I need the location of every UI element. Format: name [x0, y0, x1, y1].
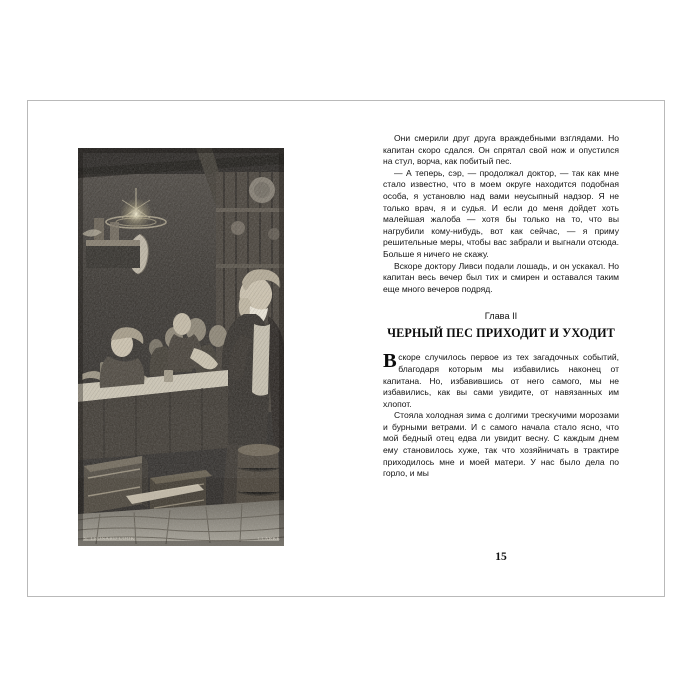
page-number: 15 [495, 551, 507, 563]
signature-left: S. LEONARD COOK [84, 537, 135, 542]
chapter-title: ЧЕРНЫЙ ПЕС ПРИХОДИТ И УХОДИТ [387, 326, 615, 341]
book-page [27, 100, 665, 597]
paragraph-1: Они смерили друг друга враждебными взглядами. Но капитан скоро сдался. Он спрятал свой нож и опустился на стул, ворча, как побитый пес. [383, 133, 619, 167]
text-column [383, 133, 619, 480]
chapter-opening-paragraph [383, 352, 619, 410]
illustration-artwork [78, 148, 284, 546]
drop-cap: В [383, 350, 397, 373]
signature-right: CLARKE [257, 537, 280, 542]
paragraph-2: — А теперь, сэр, — продолжал доктор, — так как мне стало известно, что в моем округе находится подобная особа, я установлю над вами неусыпный надзор. Я не только врач, я и судья. И если до меня дойдет хоть малейшая жалоба — хотя бы только на то, что вы нагрубили кому-нибудь, вот как сейчас, — я приму решительные меры, чтобы вас забрали и выгнали отсюда. Больше я ничего не скажу. [383, 167, 619, 259]
chapter-opening-text: скоре случилось первое из тех загадочных событий, благодаря которым мы избавились наконец от капитана. Но, избавившись от него самого, мы не избавились, как вы сами увидите, от навязанных им хлопот. [383, 352, 619, 409]
chapter-heading [383, 310, 619, 341]
chapter-number: Глава II [484, 311, 518, 322]
paragraph-3: Вскоре доктору Ливси подали лошадь, и он ускакал. Но капитан весь вечер был тих и смирен и оставался таким еще много вечеров подряд. [383, 260, 619, 294]
paragraph-4: Стояла холодная зима с долгими трескучими морозами и бурными ветрами. И с самого начала стало ясно, что мой бедный отец едва ли увидит весну. С каждым днем ему становилось хуже, так что хозяйничать в трактире приходилось мне и моей матери. У нас было дела по горло, и мы [383, 410, 619, 479]
chapter-illustration [78, 148, 284, 546]
